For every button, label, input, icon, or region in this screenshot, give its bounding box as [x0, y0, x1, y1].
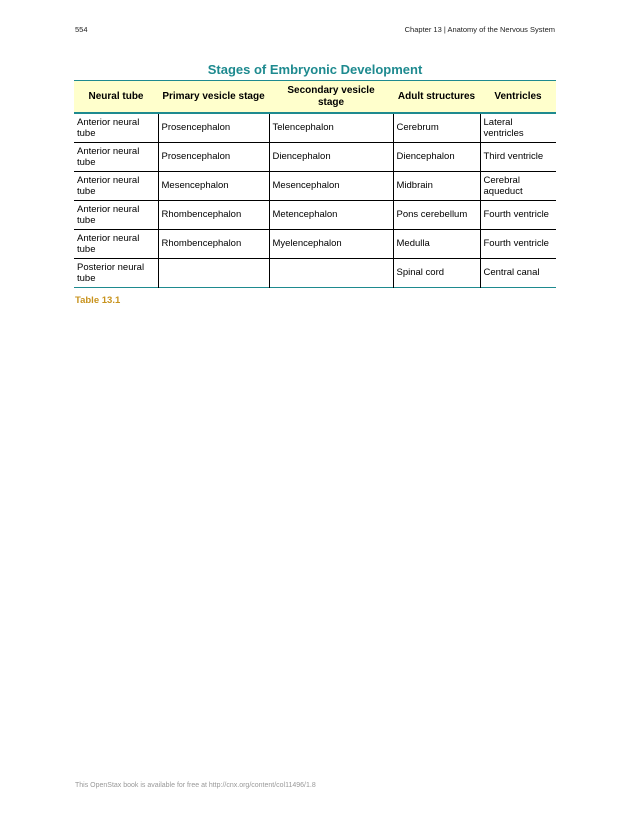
- table-cell: [158, 259, 269, 288]
- table-cell: Metencephalon: [269, 201, 393, 230]
- table-header-row: [74, 81, 556, 114]
- table-cell: Central canal: [480, 259, 556, 288]
- table-cell: Rhombencephalon: [158, 201, 269, 230]
- embryonic-development-table: [74, 80, 556, 288]
- table-cell: Prosencephalon: [158, 113, 269, 143]
- footer-note: This OpenStax book is available for free at http://cnx.org/content/col11496/1.8: [75, 782, 316, 789]
- table-cell: Fourth ventricle: [480, 201, 556, 230]
- table-cell: Myelencephalon: [269, 230, 393, 259]
- table-row: [74, 259, 556, 288]
- table-row: [74, 113, 556, 143]
- table-cell: Anterior neural tube: [74, 143, 158, 172]
- table-cell: Diencephalon: [269, 143, 393, 172]
- table-cell: Rhombencephalon: [158, 230, 269, 259]
- page-number: 554: [75, 25, 88, 34]
- running-head: Chapter 13 | Anatomy of the Nervous System: [404, 25, 555, 34]
- table-cell: Prosencephalon: [158, 143, 269, 172]
- table-cell: Lateral ventricles: [480, 113, 556, 143]
- table-cell: Anterior neural tube: [74, 230, 158, 259]
- table-cell: Anterior neural tube: [74, 172, 158, 201]
- table-title: Stages of Embryonic Development: [207, 62, 423, 77]
- column-header-adult-structures: Adult structures: [393, 81, 480, 114]
- table-cell: Cerebral aqueduct: [480, 172, 556, 201]
- table-cell: Telencephalon: [269, 113, 393, 143]
- table-cell: Anterior neural tube: [74, 201, 158, 230]
- table-cell: Mesencephalon: [158, 172, 269, 201]
- table-cell: Third ventricle: [480, 143, 556, 172]
- table-row: [74, 172, 556, 201]
- table-cell: Posterior neural tube: [74, 259, 158, 288]
- table-row: [74, 143, 556, 172]
- table-caption: Table 13.1: [75, 295, 121, 306]
- table-cell: Mesencephalon: [269, 172, 393, 201]
- column-header-ventricles: Ventricles: [480, 81, 556, 114]
- table-cell: Anterior neural tube: [74, 113, 158, 143]
- table-cell: Medulla: [393, 230, 480, 259]
- table-row: [74, 230, 556, 259]
- table-cell: Spinal cord: [393, 259, 480, 288]
- table-cell: Diencephalon: [393, 143, 480, 172]
- column-header-neural-tube: Neural tube: [74, 81, 158, 114]
- table-row: [74, 201, 556, 230]
- table-cell: Pons cerebellum: [393, 201, 480, 230]
- table-cell: Fourth ventricle: [480, 230, 556, 259]
- table-cell: Cerebrum: [393, 113, 480, 143]
- column-header-secondary-vesicle: Secondary vesicle stage: [269, 81, 393, 114]
- table-cell: [269, 259, 393, 288]
- table-cell: Midbrain: [393, 172, 480, 201]
- column-header-primary-vesicle: Primary vesicle stage: [158, 81, 269, 114]
